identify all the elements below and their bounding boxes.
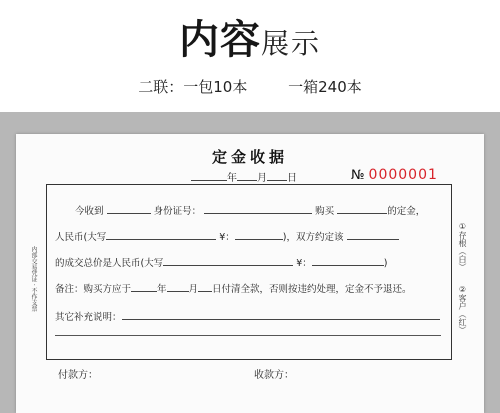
agreement-label: )，双方约定该	[282, 232, 344, 243]
other-blank	[122, 310, 440, 320]
note-day-blank	[198, 282, 212, 292]
page-title	[0, 8, 500, 65]
title-secondary: 展示	[260, 27, 321, 60]
serial-number-value: 0000001	[368, 167, 438, 183]
deposit-label: 的定金，	[387, 206, 426, 217]
agreement-item-blank	[347, 230, 399, 240]
total-price-label: 的成交总价是人民币(大写	[55, 258, 164, 269]
title-main: 内容	[178, 17, 261, 63]
packaging-info	[0, 76, 500, 97]
day-blank	[267, 171, 287, 181]
line-received	[75, 203, 425, 217]
line-amount	[55, 229, 399, 243]
note-rest: 日付清全款，否则按违约处理，定金不予退还。	[212, 284, 412, 295]
month-label: 月	[257, 173, 267, 184]
copy-customer-label: ②客户（红）	[458, 285, 467, 334]
packaging-per-pack: 二联：一包10本	[138, 78, 248, 96]
packaging-per-box: 一箱240本	[288, 78, 362, 96]
payer-signature: 付款方：	[58, 370, 98, 381]
month-blank	[237, 171, 257, 181]
note-year-blank	[131, 282, 157, 292]
amount-number-blank	[235, 230, 283, 240]
year-label: 年	[227, 173, 237, 184]
product-stage	[0, 112, 500, 413]
line-total-price	[55, 255, 388, 269]
line-other	[55, 309, 440, 323]
receipt-sheet	[16, 134, 484, 413]
receipt-frame	[46, 184, 452, 360]
year-blank	[191, 171, 227, 181]
rmb-upper-label: 人民币(大写	[55, 232, 107, 243]
total-yen-label: ¥：	[296, 258, 312, 269]
date-row	[191, 169, 297, 184]
id-card-label: 身份证号：	[153, 206, 202, 217]
serial-number	[351, 164, 438, 183]
total-close: )	[383, 258, 388, 269]
yen-label: ¥：	[219, 232, 235, 243]
purchase-item-blank	[337, 204, 387, 214]
received-label: 今收到	[75, 206, 104, 217]
total-upper-blank	[163, 256, 293, 266]
line-note	[55, 281, 412, 295]
total-number-blank	[312, 256, 384, 266]
other-label: 其它补充说明：	[55, 312, 122, 323]
left-side-note: 内部交易凭证 · 不作支票	[30, 246, 37, 312]
right-side-note	[454, 222, 468, 334]
receipt-title: 定金收据	[211, 148, 288, 166]
payee-signature: 收款方：	[254, 370, 294, 381]
id-card-blank	[204, 204, 312, 214]
note-label: 备注：购买方应于	[55, 284, 132, 295]
payer-name-blank	[107, 204, 151, 214]
serial-number-label: №	[351, 168, 365, 183]
purchase-label: 购买	[315, 206, 335, 217]
note-year: 年	[157, 284, 167, 295]
copy-stub-label: ①存根（白）	[458, 222, 467, 271]
other-blank-line-2	[55, 335, 441, 336]
note-month-blank	[167, 282, 189, 292]
amount-upper-blank	[106, 230, 216, 240]
note-month: 月	[188, 284, 199, 295]
day-label: 日	[287, 173, 297, 184]
header-banner	[0, 0, 500, 112]
